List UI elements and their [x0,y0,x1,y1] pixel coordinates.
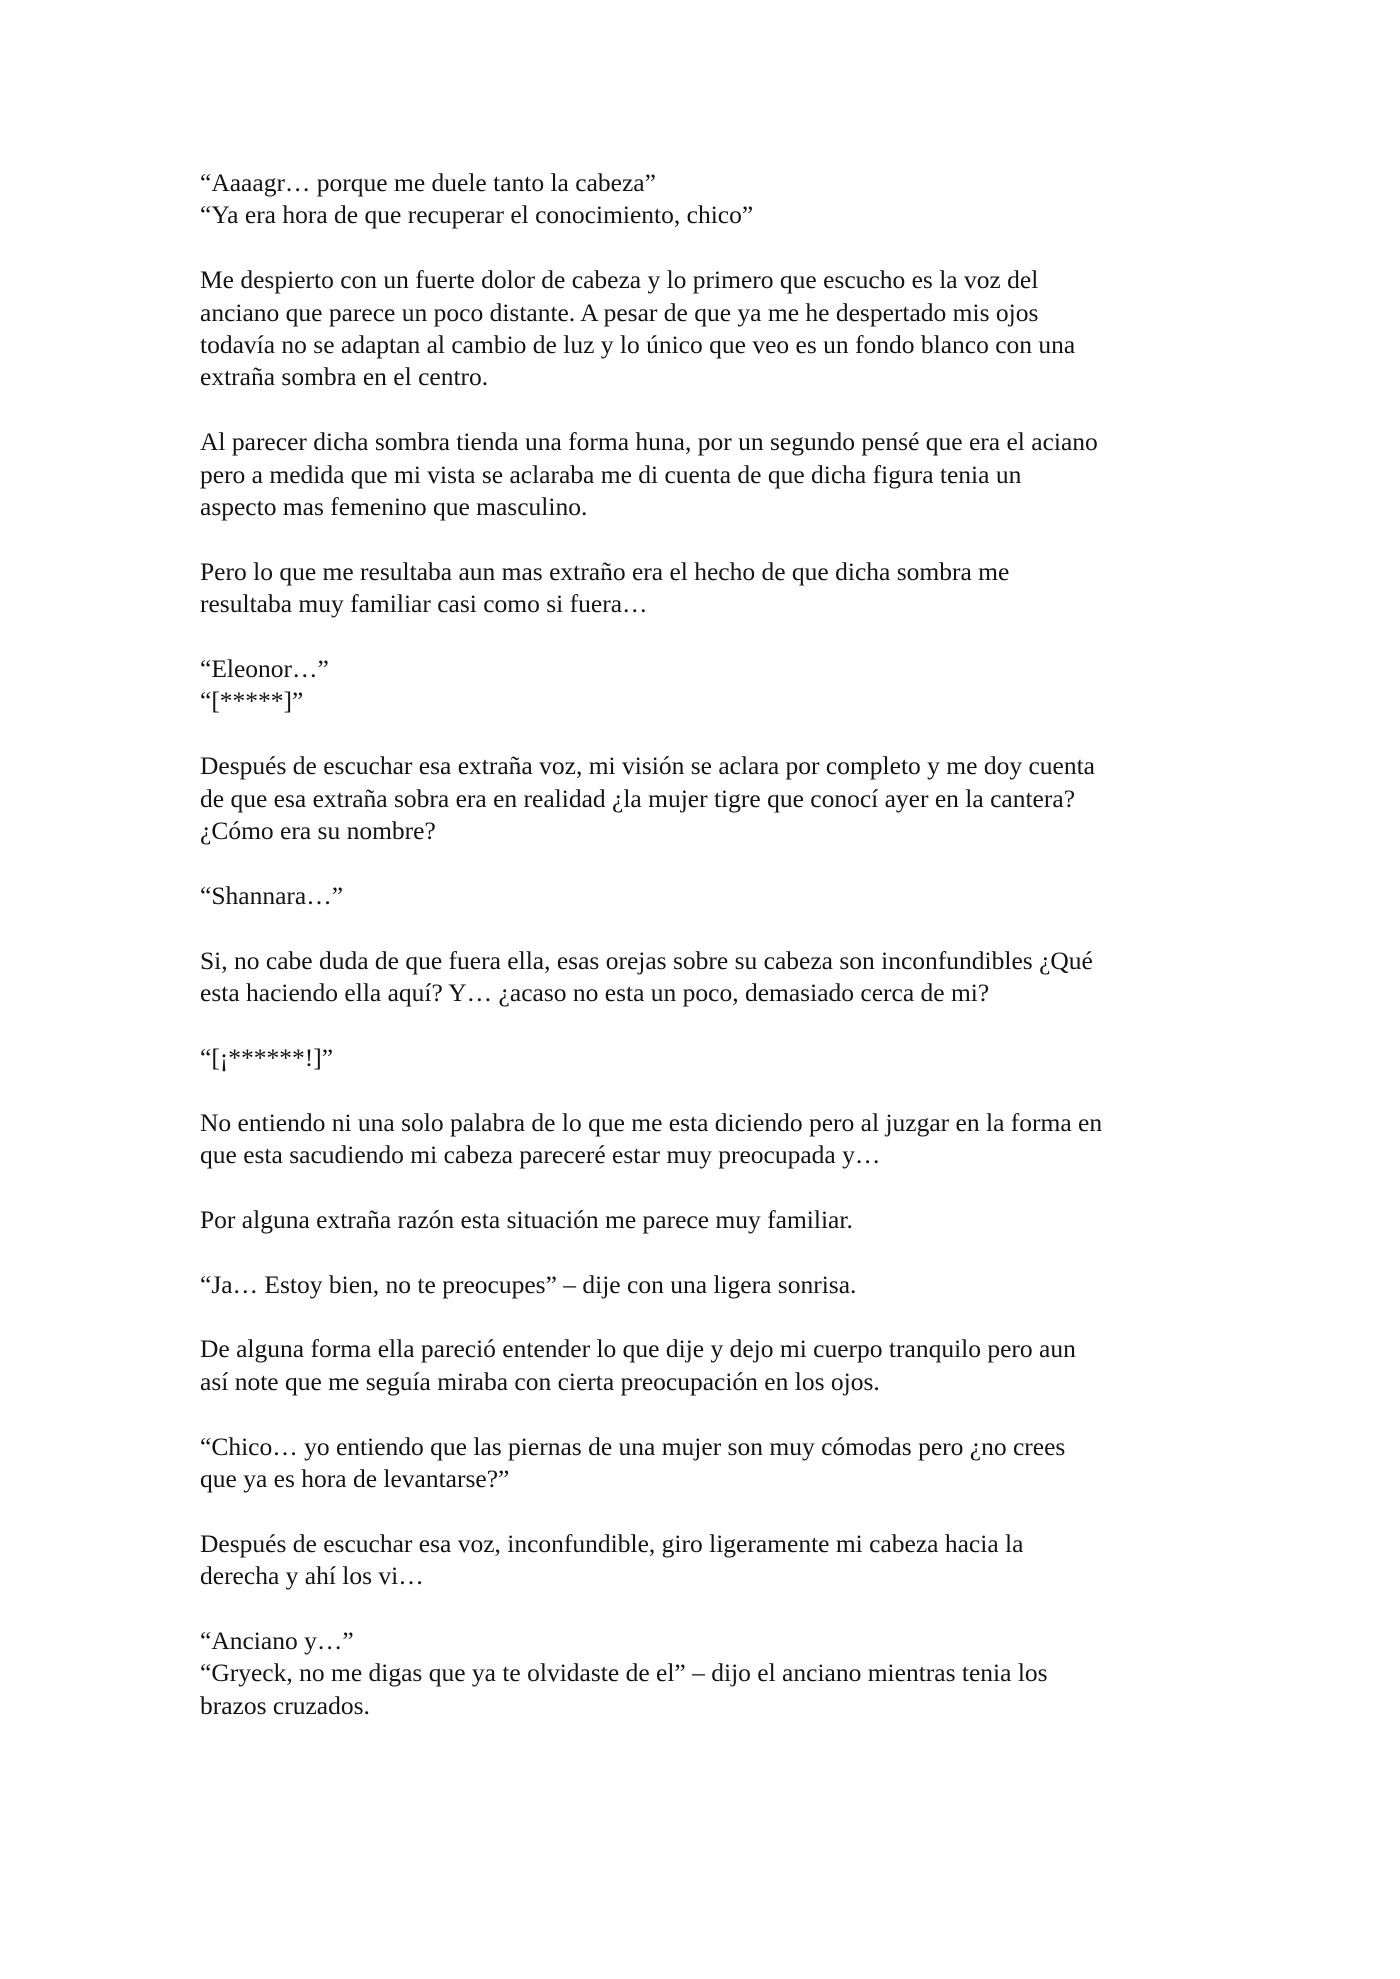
paragraph-12: “Ja… Estoy bien, no te preocupes” – dije con una ligera sonrisa. [200,1269,857,1299]
paragraph-11: Por alguna extraña razón esta situación me parece muy familiar. [200,1204,853,1234]
paragraph-14: “Chico… yo entiendo que las piernas de una mujer son muy cómodas pero ¿no crees que ya es hora de levantarse?” [200,1431,1066,1494]
paragraph-6: Después de escuchar esa extraña voz, mi visión se aclara por completo y me doy cuenta de que esa extraña sobra era en realidad ¿la mujer tigre que conocí ayer en la cantera? ¿Cómo era su nombre? [200,751,1095,846]
paragraph-13: De alguna forma ella pareció entender lo que dije y dejo mi cuerpo tranquilo pero aun así note que me seguía miraba con cierta preocupación en los ojos. [200,1334,1076,1396]
paragraph-2: Me despierto con un fuerte dolor de cabeza y lo primero que escucho es la voz del anciano que parece un poco distante. A pesar de que ya me he despertado mis ojos todavía no se adaptan al cambio de luz y lo único que veo es un fondo blanco con una extraña sombra en el centro. [200,265,1076,392]
paragraph-8: Si, no cabe duda de que fuera ella, esas orejas sobre su cabeza son inconfundibles ¿Qué esta haciendo ella aquí? Y… ¿acaso no esta un poco, demasiado cerca de mi? [200,945,1093,1008]
paragraph-5: “Eleonor…” “[*****]” [200,654,329,716]
paragraph-15: Después de escuchar esa voz, inconfundible, giro ligeramente mi cabeza hacia la derecha y ahí los vi… [200,1528,1024,1591]
paragraph-10: No entiendo ni una solo palabra de lo que me esta diciendo pero al juzgar en la forma en que esta sacudiendo mi cabeza pareceré estar muy preocupada y… [200,1107,1103,1170]
paragraph-4: Pero lo que me resultaba aun mas extraño era el hecho de que dicha sombra me resultaba muy familiar casi como si fuera… [200,556,1010,619]
paragraph-7: “Shannara…” [200,880,344,910]
paragraph-9: “[¡******!]” [200,1042,334,1072]
paragraph-1: “Aaaagr… porque me duele tanto la cabeza” “Ya era hora de que recuperar el conocimiento, chico” [200,168,754,230]
paragraph-3: Al parecer dicha sombra tienda una forma huna, por un segundo pensé que era el aciano pero a medida que mi vista se aclaraba me di cuenta de que dicha figura tenia un aspecto mas femenino que masculino. [200,427,1098,522]
document-body [200,167,1210,1722]
paragraph-16: “Anciano y…” “Gryeck, no me digas que ya te olvidaste de el” – dijo el anciano mientras tenia los brazos cruzados. [200,1626,1048,1720]
